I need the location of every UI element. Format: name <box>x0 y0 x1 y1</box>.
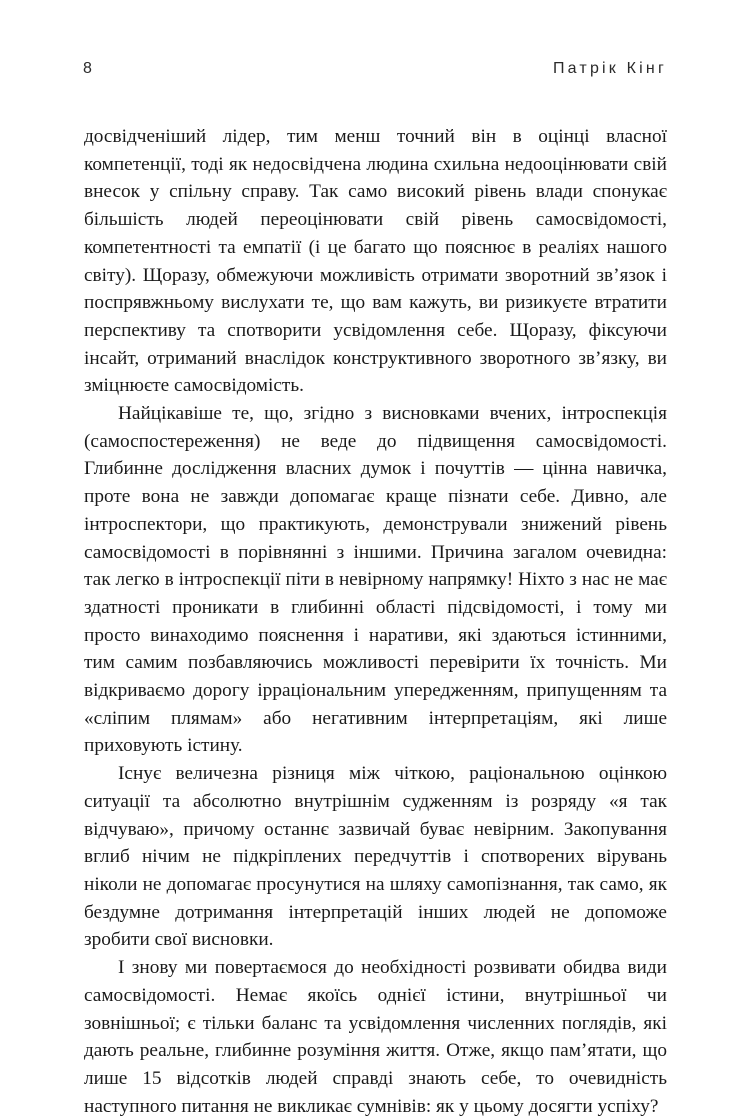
paragraph: Існує величезна різниця між чіткою, раціональною оцінкою ситуації та абсолютно внутрішнім судженням із розряду «я так відчуваю», причому останнє зазвичай буває невірним. Закопування вглиб нічим не підкріплених передчуттів і спотворених вірувань ніколи не допомагає просунутися на шляху самопізнання, так само, як бездумне дотримання інтерпретацій інших людей не допоможе зробити свої висновки. <box>84 763 667 951</box>
paragraph-continuation: досвідченіший лідер, тим менш точний він в оцінці власної компетенції, тоді як недосвідчена людина схильна недооцінювати свій внесок у спільну справу. Так само високий рівень влади спонукає більшість людей переоцінювати свій рівень самосвідомості, компетентності та емпатії (і це багато що пояснює в реаліях нашого світу). Щоразу, обмежуючи можливість отримати зворотний зв’язок і поспрявжньому вислухати те, що вам кажуть, ви ризикуєте втратити перспективу та спотворити усвідомлення себе. Щоразу, фіксуючи інсайт, отриманий внаслідок конструктивного зворотного зв’язку, ви зміцнюєте самосвідомість. <box>84 126 667 397</box>
running-header <box>83 60 667 84</box>
paragraph: Найцікавіше те, що, згідно з висновками вчених, інтроспекція (самоспостереження) не веде до підвищення самосвідомості. Глибинне дослідження власних думок і почуттів — цінна навичка, проте вона не завжди допомагає краще пізнати себе. Дивно, але інтроспектори, що практикують, демонстрували знижений рівень самосвідомості в порівнянні з іншими. Причина загалом очевидна: так легко в інтроспекції піти в невірному напрямку! Ніхто з нас не має здатності проникати в глибинні області підсвідомості, і тому ми просто винаходимо пояснення і наративи, які здаються істинними, тим самим позбавляючись можливості перевірити їх точність. Ми відкриваємо дорогу ірраціональним упередженням, припущенням та «сліпим плямам» або негативним інтерпретаціям, які лише приховують істину. <box>84 403 667 757</box>
running-header-author: Патрік Кінг <box>552 60 667 77</box>
body-text <box>84 123 667 1120</box>
page-number: 8 <box>83 60 92 77</box>
paragraph: І знову ми повертаємося до необхідності розвивати обидва види самосвідомості. Немає якоїсь однієї істини, внутрішньої чи зовнішньої; є тільки баланс та усвідомлення численних поглядів, які дають реальне, глибинне розуміння життя. Отже, якщо пам’ятати, що лише 15 відсотків людей справді знають себе, то очевидність наступного питання не викликає сумнівів: як у цьому досягти успіху? <box>84 957 667 1117</box>
